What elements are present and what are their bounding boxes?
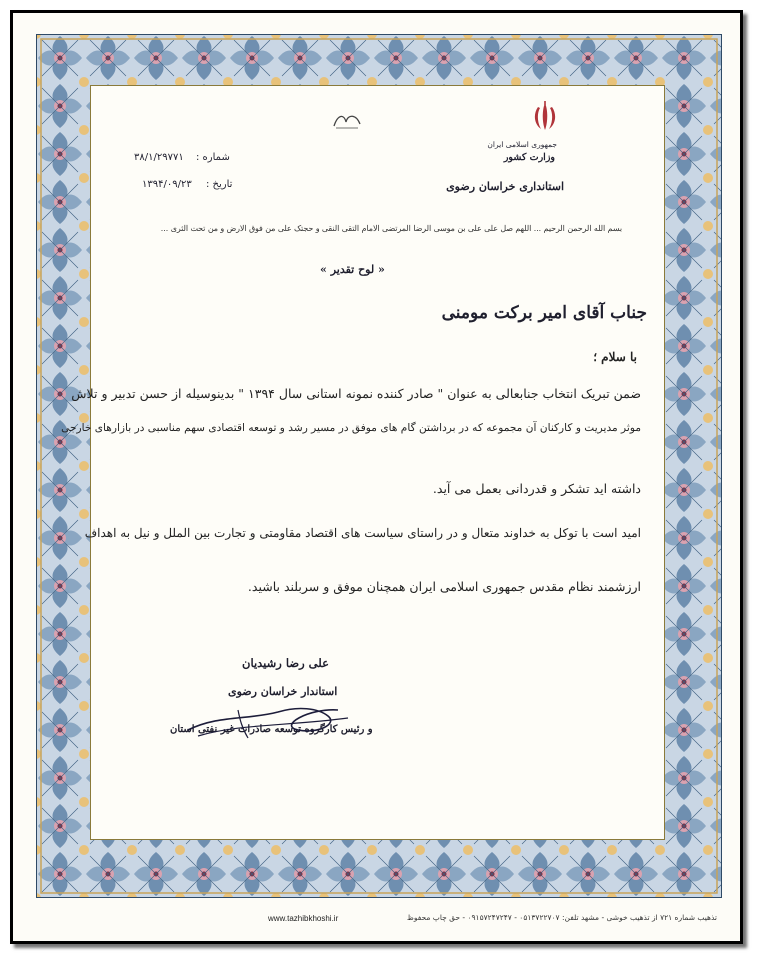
header-governorate: استانداری خراسان رضوی	[446, 180, 564, 193]
prayer-line: بسم الله الرحمن الرحیم ... اللهم صل علی علی بن موسی الرضا المرتضی الامام التقی النقی و حجتک علی من فوق الارض و من تحت الثری ...	[160, 224, 622, 233]
signature-scribble-icon	[178, 690, 368, 750]
signatory-name: علی رضا رشیدیان	[242, 656, 329, 670]
iran-emblem-icon	[528, 100, 562, 134]
footer-website: www.tazhibkhoshi.ir	[268, 914, 339, 923]
date-value: ۱۳۹۴/۰۹/۲۳	[142, 179, 192, 190]
date-label: تاریخ :	[206, 179, 233, 190]
signatory-position: استاندار خراسان رضوی	[228, 685, 338, 698]
seal-calligraphy-icon	[330, 110, 364, 132]
certificate-title: « لوح تقدیر »	[320, 263, 385, 276]
header-country: جمهوری اسلامی ایران	[487, 140, 557, 149]
body-line-1: ضمن تبریک انتخاب جنابعالی به عنوان " صادر کننده نمونه استانی سال ۱۳۹۴ " بدینوسیله از حسن تدبیر و تلاش	[71, 386, 641, 401]
body-line-5: ارزشمند نظام مقدس جمهوری اسلامی ایران همچنان موفق و سربلند باشید.	[247, 579, 641, 594]
signatory-position-2: و رئیس کارگروه توسعه صادرات غیر نفتی استان	[170, 724, 373, 735]
greeting: با سلام ؛	[593, 350, 637, 364]
recipient-name: جناب آقای امیر برکت مومنی	[441, 303, 647, 323]
body-line-3: داشته اید تشکر و قدردانی بعمل می آید.	[432, 481, 641, 496]
number-label: شماره :	[196, 152, 230, 163]
body-line-4: امید است با توکل به خداوند متعال و در راستای سیاست های اقتصاد مقاومتی و تجارت بین الملل و نیل به اهداف	[84, 526, 641, 540]
footer-printer-info: تذهیب شماره ۷۲۱ از تذهیب خوشی - مشهد تلفن: ۰۵۱۳۷۲۲۷۰۷ - ۰۹۱۵۷۲۴۷۲۴۷ - حق چاپ محفوظ	[406, 913, 717, 922]
number-value: ۳۸/۱/۲۹۷۷۱	[134, 152, 184, 163]
header-ministry: وزارت کشور	[503, 152, 555, 163]
body-line-2: موثر مدیریت و کارکنان آن مجموعه که در برداشتن گام های موفق در مسیر رشد و توسعه اقتصادی سهم مناسبی در بازارهای خارجی	[61, 422, 641, 434]
